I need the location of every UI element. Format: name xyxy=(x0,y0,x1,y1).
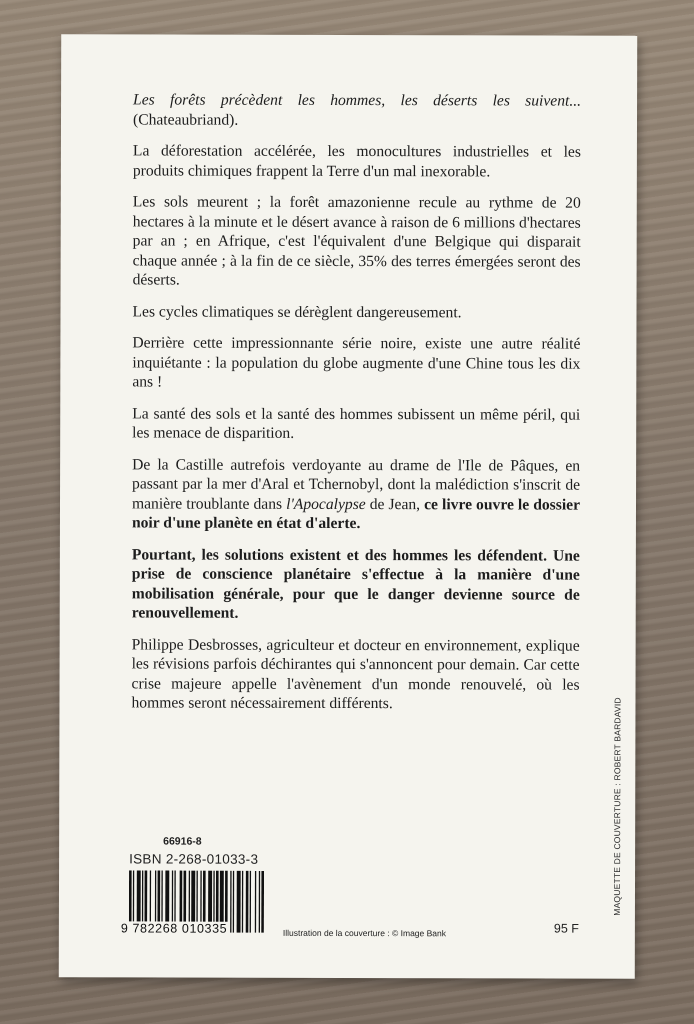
book-back-cover xyxy=(59,34,637,979)
paragraph-6 xyxy=(132,455,580,534)
paragraph-1: La déforestation accélérée, les monocultures industrielles et les produits chimiques frappent la Terre d'un mal inexorable. xyxy=(132,142,581,180)
paragraph-4: Derrière cette impressionnante série noire, existe une autre réalité inquiétante : la population du globe augmente d'une Chine tous les dix ans ! xyxy=(132,334,581,391)
catalog-code: 66916-8 xyxy=(163,835,202,848)
epigraph xyxy=(133,90,581,130)
paragraph-5: La santé des sols et la santé des hommes subissent un même péril, qui les menace de disparition. xyxy=(132,404,581,442)
cover-design-credit: MAQUETTE DE COUVERTURE : ROBERT BARDAVID xyxy=(611,697,623,916)
blurb-text xyxy=(131,90,581,726)
price: 95 F xyxy=(553,921,579,936)
paragraph-8: Philippe Desbrosses, agriculteur et docteur en environnement, explique les révisions parfois déchirantes qui s'annoncent pour demain. Car cette crise majeure appelle l'avènement d'un monde renouvelé, où les hommes seront nécessairement différents. xyxy=(131,635,580,713)
paragraph-2: Les sols meurent ; la forêt amazonienne recule au rythme de 20 hectares à la minute et le désert avance à raison de 6 millions d'hectares par an ; en Afrique, c'est l'équivalent d'une Belgique qui disparait chaque année ; à la fin de ce siècle, 35% des terres émergées seront des déserts. xyxy=(132,193,581,289)
paragraph-6-emphasis: ce livre ouvre le dossier noir d'une planète en état d'alerte. xyxy=(131,495,581,533)
paragraph-7: Pourtant, les solutions existent et des hommes les défendent. Une prise de conscience planétaire s'effectue à la manière d'une mobilisation générale, pour que le danger devienne source de renouvellement. xyxy=(131,545,580,622)
paragraph-6-part-c: de Jean, xyxy=(365,495,425,513)
paragraph-6-part-a: De la Castille autrefois verdoyante au drame de l'Ile de Pâques, en passant par la mer d'Aral et Tchernobyl, dont la malédiction s'inscrit de manière troublante dans xyxy=(131,455,581,513)
barcode-digits: 9 782268 010335 xyxy=(120,921,228,936)
apocalypse-title: l'Apocalypse xyxy=(286,495,366,513)
isbn: ISBN 2-268-01033-3 xyxy=(129,851,259,867)
epigraph-quote: Les forêts précèdent les hommes, les déserts les suivent... xyxy=(133,91,582,110)
illustration-credit: Illustration de la couverture : © Image Bank xyxy=(282,927,447,939)
paragraph-3: Les cycles climatiques se dérèglent dangereusement. xyxy=(132,302,462,321)
epigraph-author: (Chateaubriand). xyxy=(132,110,239,129)
